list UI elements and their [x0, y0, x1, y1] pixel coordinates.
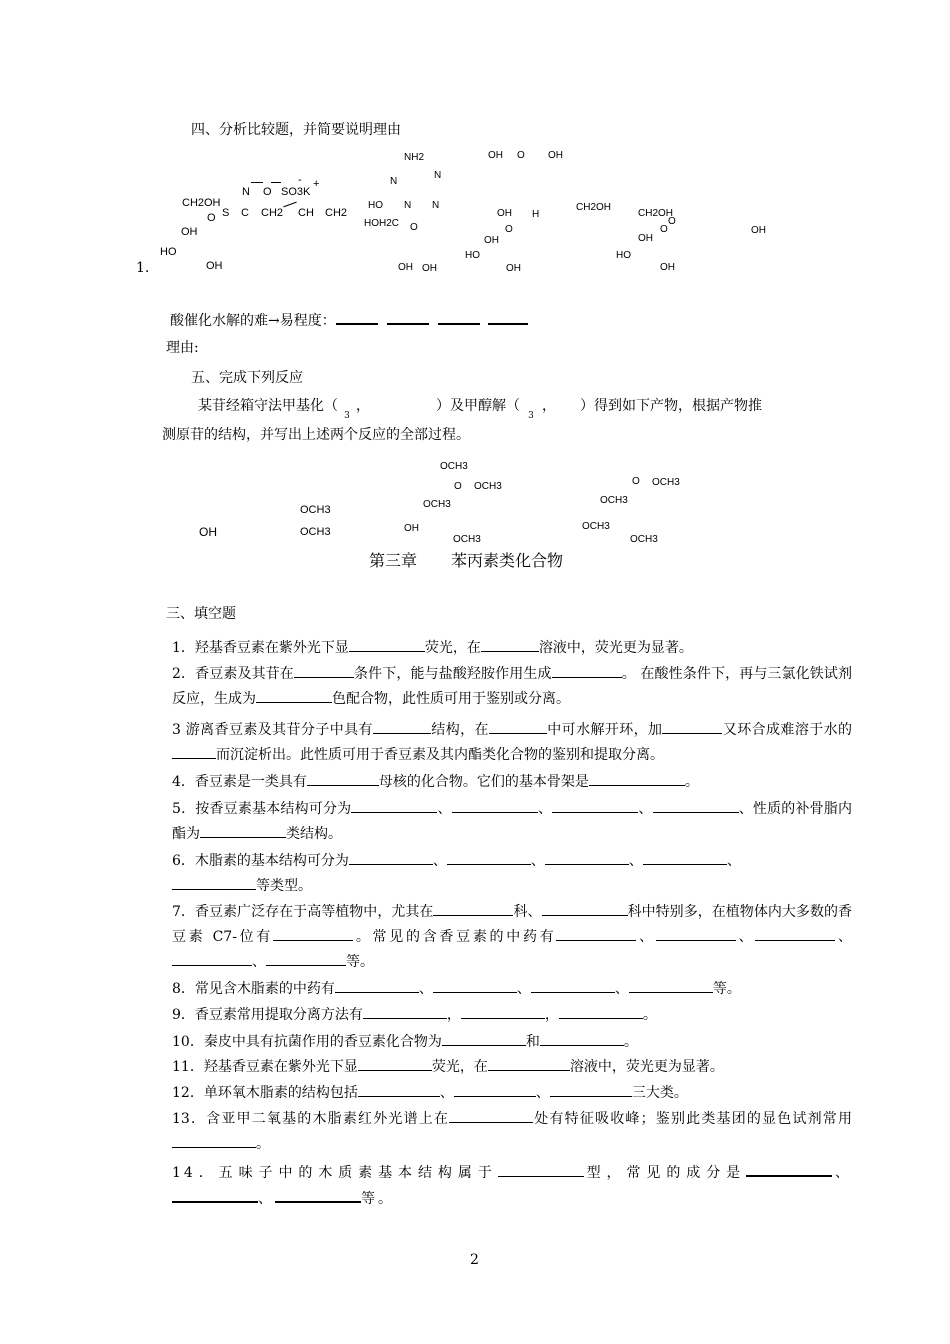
label-ch2: CH2: [325, 207, 348, 219]
answer-blank[interactable]: [629, 977, 713, 993]
answer-blank[interactable]: [498, 1161, 584, 1177]
answer-blank[interactable]: [550, 1081, 632, 1097]
fill-item-9: 9．香豆素常用提取分离方法有 ， ， 。: [136, 1003, 852, 1028]
fill-item-2: 2．香豆素及其苷在 条件下，能与盐酸羟胺作用生成 。 在酸性条件下，再与三氯化铁试剂反应，生成为 色配合物，此性质可用于鉴别或分离。: [136, 662, 852, 712]
answer-blank[interactable]: [552, 797, 638, 813]
section5-heading: 五、完成下列反应: [191, 370, 303, 386]
label-och3: OCH3: [600, 495, 628, 506]
label-charge-plus: +: [313, 178, 320, 190]
label-oh: OH: [660, 262, 675, 273]
fill-item-11: 11．羟基香豆素在紫外光下显 荧光，在 溶液中，荧光更为显著。: [136, 1055, 852, 1080]
bond: [271, 182, 281, 183]
answer-blank[interactable]: [433, 900, 513, 916]
label-och3: OCH3: [300, 504, 331, 516]
label-och3: OCH3: [474, 481, 502, 492]
label-o: O: [207, 212, 216, 224]
answer-blank[interactable]: [172, 1132, 256, 1148]
label-o: O: [660, 224, 668, 235]
label-so3k: SO3K: [281, 186, 311, 198]
answer-blank[interactable]: [172, 950, 252, 966]
label-oh: OH: [398, 262, 413, 273]
bond: [251, 182, 263, 183]
label-oh: OH: [404, 523, 419, 534]
answer-blank[interactable]: [542, 900, 628, 916]
answer-blank[interactable]: [488, 308, 528, 325]
section5-line2: 测原苷的结构，并写出上述两个反应的全部过程。: [162, 427, 470, 443]
label-o: O: [517, 150, 525, 161]
label-och3: OCH3: [453, 534, 481, 545]
answer-blank[interactable]: [363, 1003, 447, 1019]
fill-item-8: 8．常见含木脂素的中药有 、 、 、 等。: [136, 977, 852, 1002]
answer-blank[interactable]: [200, 822, 286, 838]
answer-blank[interactable]: [461, 1003, 545, 1019]
label-ch2oh: CH2OH: [182, 197, 221, 209]
label-hoh2c: HOH2C: [364, 218, 400, 229]
answer-blank[interactable]: [358, 1081, 440, 1097]
label-o: O: [505, 224, 513, 235]
product-structures: [190, 456, 710, 550]
answer-blank[interactable]: [452, 797, 538, 813]
label-h: H: [532, 209, 540, 220]
answer-blank[interactable]: [373, 718, 431, 734]
answer-blank[interactable]: [256, 687, 332, 703]
label-oh: OH: [488, 150, 503, 161]
label-och3: OCH3: [652, 477, 680, 488]
fill-item-13: 13．含亚甲二氧基的木脂素红外光谱上在 处有特征吸收峰；鉴别此类基团的显色试剂常用。: [136, 1107, 852, 1157]
label-c: C: [241, 207, 249, 219]
answer-blank[interactable]: [559, 1003, 643, 1019]
answer-blank[interactable]: [488, 1055, 570, 1071]
answer-blank[interactable]: [351, 797, 437, 813]
answer-blank[interactable]: [454, 1081, 536, 1097]
label-ch2oh: CH2OH: [576, 202, 612, 213]
label-och3: OCH3: [440, 461, 468, 472]
answer-blank[interactable]: [335, 977, 419, 993]
label-n: N: [432, 200, 440, 211]
fill-item-7: 7．香豆素广泛存在于高等植物中，尤其在 科、 科中特别多，在植物体内大多数的香豆素 C7-位有 。常见的含香豆素的中药有 、 、 、、 等。: [136, 900, 852, 975]
label-oh: OH: [497, 208, 512, 219]
label-oh: OH: [506, 263, 521, 274]
fill-item-12: 12．单环氧木脂素的结构包括 、 、 三大类。: [136, 1081, 852, 1106]
label-oh: OH: [181, 226, 198, 238]
answer-blank[interactable]: [442, 1030, 526, 1046]
chapter-subtitle: 苯丙素类化合物: [451, 551, 564, 570]
answer-blank[interactable]: [552, 662, 622, 678]
answer-blank[interactable]: [349, 849, 433, 865]
answer-blank[interactable]: [746, 1160, 832, 1177]
label-o: O: [410, 222, 418, 233]
label-nh2: NH2: [404, 152, 425, 163]
fill-item-1: 1．羟基香豆素在紫外光下显 荧光，在 溶液中，荧光更为显著。: [136, 636, 852, 661]
answer-blank[interactable]: [556, 925, 636, 941]
label-oh: OH: [751, 225, 766, 236]
answer-blank[interactable]: [481, 636, 539, 652]
label-ch2oh: CH2OH: [638, 208, 674, 219]
answer-blank[interactable]: [447, 849, 531, 865]
answer-blank[interactable]: [307, 770, 379, 786]
answer-blank[interactable]: [489, 718, 547, 734]
answer-blank[interactable]: [662, 718, 722, 734]
label-oh: OH: [199, 525, 217, 539]
label-ch2: CH2: [261, 207, 284, 219]
label-oh: OH: [484, 235, 499, 246]
label-charge-minus: -: [298, 174, 302, 186]
answer-blank[interactable]: [275, 1186, 361, 1203]
bond: [283, 202, 296, 208]
label-oh: OH: [638, 233, 653, 244]
label-ho: HO: [465, 250, 480, 261]
label-o: O: [263, 186, 272, 198]
order-prompt-line: [170, 308, 528, 331]
label-n: N: [390, 176, 398, 187]
answer-blank[interactable]: [531, 977, 615, 993]
label-oh: OH: [422, 263, 437, 274]
order-prompt: 酸催化水解的难→易程度：: [170, 313, 336, 329]
answer-blank[interactable]: [433, 977, 517, 993]
answer-blank[interactable]: [172, 743, 216, 759]
label-ho: HO: [160, 246, 177, 258]
structure-1: [150, 170, 370, 280]
reason-label: 理由:: [166, 340, 199, 356]
fill-item-3: 3 游离香豆素及其苷分子中具有 结构，在 中可水解开环，加 又环合成难溶于水的而沉淀析出。此性质可用于香豆素及其内酯类化合物的鉴别和提取分离。: [136, 718, 852, 768]
label-n: N: [242, 186, 250, 198]
label-n: N: [404, 200, 412, 211]
fill-item-10: 10．秦皮中具有抗菌作用的香豆素化合物为 和 。: [136, 1030, 852, 1055]
label-oh: OH: [206, 260, 223, 272]
answer-blank[interactable]: [387, 308, 429, 325]
fill-item-5: 5．按香豆素基本结构可分为 、 、 、 、性质的补骨脂内酯为 类结构。: [136, 797, 852, 847]
label-s: S: [222, 207, 230, 219]
answer-blank[interactable]: [336, 308, 378, 325]
answer-blank[interactable]: [589, 770, 685, 786]
answer-blank[interactable]: [540, 1030, 624, 1046]
answer-blank[interactable]: [656, 925, 736, 941]
answer-blank[interactable]: [449, 1107, 533, 1123]
label-o: O: [632, 476, 640, 487]
label-ho: HO: [368, 200, 383, 211]
section4-heading: 四、分析比较题，并简要说明理由: [191, 122, 401, 138]
fill-item-4: 4．香豆素是一类具有 母核的化合物。它们的基本骨架是 。: [136, 770, 852, 795]
answer-blank[interactable]: [172, 874, 256, 890]
label-och3: OCH3: [300, 526, 331, 538]
answer-blank[interactable]: [438, 308, 480, 325]
label-ch: CH: [298, 207, 314, 219]
fill-item-6: 6．木脂素的基本结构可分为 、 、 、 、 等类型。: [136, 849, 852, 899]
answer-blank[interactable]: [273, 925, 353, 941]
structure-4: [570, 196, 780, 280]
answer-blank[interactable]: [545, 849, 629, 865]
structure-3: [460, 146, 580, 280]
label-och3: OCH3: [630, 534, 658, 545]
label-o: O: [454, 481, 462, 492]
answer-blank[interactable]: [266, 950, 346, 966]
answer-blank[interactable]: [294, 662, 354, 678]
answer-blank[interactable]: [755, 925, 835, 941]
label-n: N: [434, 170, 442, 181]
chapter-heading: [369, 550, 563, 572]
page-number: 2: [470, 1252, 479, 1268]
answer-blank[interactable]: [172, 1186, 258, 1203]
chapter-title: 第三章: [369, 551, 418, 570]
answer-blank[interactable]: [653, 797, 739, 813]
section5-line1: 某苷经箱守法甲基化（3， ）及甲醇解（3， ）得到如下产物，根据产物推: [198, 398, 762, 421]
structure-2: [360, 150, 470, 280]
question-number: 1.: [136, 260, 150, 276]
label-ho: HO: [616, 250, 631, 261]
label-och3: OCH3: [423, 499, 451, 510]
answer-blank[interactable]: [358, 1055, 432, 1071]
label-oh: OH: [548, 150, 563, 161]
label-och3: OCH3: [582, 521, 610, 532]
answer-blank[interactable]: [349, 636, 425, 652]
answer-blank[interactable]: [643, 849, 727, 865]
section3-heading: 三、填空题: [166, 606, 236, 622]
fill-item-14: 14．五味子中的木质素基本结构属于 型，常见的成分是 、、 等。: [136, 1160, 852, 1212]
label-o: O: [668, 216, 676, 227]
